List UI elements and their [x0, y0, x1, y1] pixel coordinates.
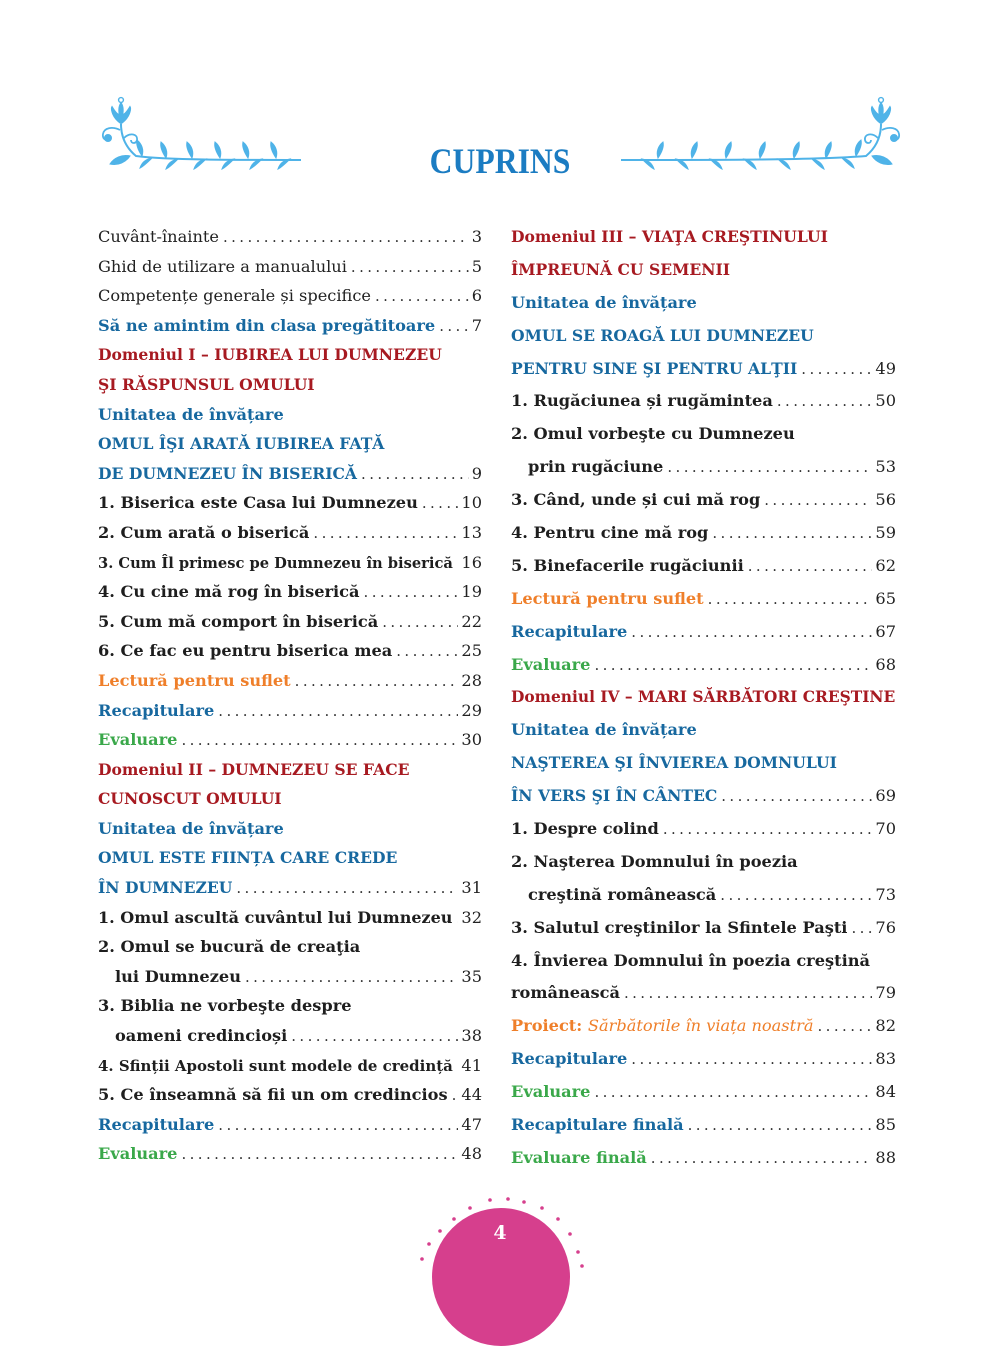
- toc-entry: [98, 814, 482, 844]
- dot-leader: [667, 451, 872, 484]
- toc-entry-page: 47: [461, 1114, 482, 1134]
- toc-right-column: [511, 221, 896, 1175]
- toc-entry-label: ÎMPREUNĂ CU SEMENII: [511, 259, 731, 279]
- toc-entry[interactable]: [98, 1051, 482, 1081]
- toc-entry-label: Lectură pentru suflet: [511, 588, 704, 608]
- toc-entry: [511, 320, 896, 353]
- dot-leader: [361, 460, 469, 490]
- toc-entry[interactable]: [98, 903, 482, 933]
- toc-entry-label: [511, 1010, 814, 1043]
- toc-entry-label: 2. Omul se bucură de creaţia: [98, 937, 361, 957]
- toc-entry-label: Domeniul I – IUBIREA LUI DUMNEZEU: [98, 345, 442, 365]
- toc-entry-page: 31: [461, 878, 482, 898]
- toc-entry-label: Domeniul II – DUMNEZEU SE FACE: [98, 759, 410, 779]
- dot-leader: [456, 904, 458, 934]
- toc-entry-label: Lectură pentru suflet: [98, 670, 291, 690]
- toc-entry[interactable]: [511, 649, 896, 682]
- toc-entry-page: 67: [875, 621, 896, 641]
- toc-entry-label: 5. Binefacerile rugăciunii: [511, 555, 744, 575]
- page-number: 4: [493, 1222, 507, 1244]
- toc-entry-page: 69: [875, 786, 896, 806]
- toc-entry-label: Unitatea de învățare: [511, 292, 697, 312]
- toc-entry-label: 4. Cu cine mă rog în biserică: [98, 582, 360, 602]
- toc-entry-label: PENTRU SINE ŞI PENTRU ALŢII: [511, 358, 798, 378]
- toc-entry[interactable]: [511, 583, 896, 616]
- toc-entry-page: 5: [471, 256, 482, 276]
- toc-entry-label: Evaluare finală: [511, 1147, 647, 1167]
- toc-entry-label: 3. Când, unde și cui mă rog: [511, 490, 761, 510]
- toc-left-column: [98, 222, 482, 1169]
- toc-entry-label: Unitatea de învățare: [98, 818, 284, 838]
- toc-entry-label: Unitatea de învățare: [98, 404, 284, 424]
- toc-entry-label: ÎN VERS ŞI ÎN CÂNTEC: [511, 786, 718, 806]
- toc-entry-label: Domeniul III – VIAŢA CREŞTINULUI: [511, 227, 828, 246]
- toc-entry[interactable]: [98, 725, 482, 755]
- dot-leader: [688, 1109, 873, 1142]
- toc-entry-label: ŞI RĂSPUNSUL OMULUI: [98, 374, 315, 394]
- toc-entry-label: OMUL SE ROAGĂ LUI DUMNEZEU: [511, 325, 814, 345]
- toc-entry-page: 65: [875, 588, 896, 608]
- toc-entry: [98, 843, 482, 873]
- toc-entry-label: OMUL ÎŞI ARATĂ IUBIREA FAŢĂ: [98, 434, 385, 454]
- toc-entry-label: 5. Ce înseamnă să fii un om credincios: [98, 1085, 448, 1105]
- toc-entry: [511, 254, 896, 287]
- toc-entry-page: 53: [875, 457, 896, 477]
- toc-entry-label: 2. Naşterea Domnului în poezia: [511, 851, 798, 871]
- toc-entry-page: 62: [875, 555, 896, 575]
- toc-entry[interactable]: [98, 548, 482, 578]
- toc-entry-page: 6: [471, 286, 482, 306]
- toc-entry-label: Evaluare: [98, 1144, 178, 1164]
- dot-leader: [396, 637, 458, 667]
- toc-entry-label: Recapitulare: [511, 1049, 628, 1069]
- toc-entry: [98, 340, 482, 370]
- dot-leader: [313, 519, 458, 549]
- toc-entry-label: Ghid de utilizare a manualului: [98, 256, 347, 276]
- toc-entry-page: 49: [875, 358, 896, 378]
- dot-leader: [457, 549, 459, 579]
- toc-entry-page: 48: [461, 1144, 482, 1164]
- toc-entry-page: 50: [875, 391, 896, 411]
- toc-entry-label: 5. Cum mă comport în biserică: [98, 611, 379, 631]
- dot-leader: [631, 616, 872, 649]
- toc-entry: [98, 784, 482, 814]
- toc-entry[interactable]: [98, 577, 482, 607]
- dot-leader: [594, 649, 872, 682]
- toc-entry-page: 29: [461, 700, 482, 720]
- toc-entry[interactable]: [511, 1142, 896, 1175]
- dot-leader: [218, 697, 458, 727]
- dot-leader: [382, 608, 458, 638]
- toc-entry-label: prin rugăciune: [528, 457, 664, 477]
- dot-leader: [712, 517, 872, 550]
- toc-entry-label: Recapitulare: [98, 1114, 215, 1134]
- toc-entry-label: 1. Biserica este Casa lui Dumnezeu: [98, 493, 418, 513]
- toc-entry-label: Evaluare: [98, 730, 178, 750]
- toc-entry: [98, 932, 482, 962]
- toc-entry-label: Unitatea de învățare: [511, 720, 697, 740]
- toc-entry[interactable]: [98, 488, 482, 518]
- dot-leader: [218, 1111, 458, 1141]
- dot-leader: [720, 879, 872, 912]
- toc-entry-page: 25: [461, 641, 482, 661]
- toc-entry[interactable]: [98, 636, 482, 666]
- toc-entry-label-italic: Sărbătorile în viața noastră: [587, 1016, 814, 1036]
- dot-leader: [364, 578, 459, 608]
- dot-leader: [181, 726, 458, 756]
- toc-entry-label: oameni credincioși: [115, 1026, 288, 1046]
- toc-entry[interactable]: [98, 1080, 482, 1110]
- toc-entry: [511, 945, 896, 978]
- toc-entry[interactable]: [511, 1076, 896, 1109]
- toc-entry-label: 4. Învierea Domnului în poezia creştină: [511, 950, 871, 970]
- dot-leader: [223, 223, 469, 253]
- toc-entry-label: OMUL ESTE FIINȚA CARE CREDE: [98, 848, 398, 868]
- toc-entry-label: 3. Biblia ne vorbeşte despre: [98, 996, 352, 1016]
- toc-entry-page: 28: [461, 670, 482, 690]
- toc-entry[interactable]: [98, 873, 482, 903]
- toc-entry[interactable]: [98, 518, 482, 548]
- dot-leader: [708, 583, 873, 616]
- toc-entry[interactable]: [98, 1110, 482, 1140]
- dot-leader: [801, 353, 872, 386]
- toc-entry: [511, 287, 896, 320]
- toc-entry-label: creştină românească: [528, 884, 717, 904]
- dot-leader: [351, 253, 469, 283]
- toc-entry-page: 68: [875, 654, 896, 674]
- dot-leader: [764, 484, 872, 517]
- toc-entry-label: ÎN DUMNEZEU: [98, 878, 233, 898]
- dot-leader: [631, 1043, 872, 1076]
- page-title: CUPRINS: [429, 141, 571, 181]
- toc-entry-label: Recapitulare: [511, 621, 628, 641]
- dot-leader: [295, 667, 459, 697]
- toc-entry: [98, 755, 482, 785]
- toc-entry-page: 44: [461, 1085, 482, 1105]
- toc-entry-page: 35: [461, 966, 482, 986]
- dot-leader: [422, 489, 459, 519]
- dot-leader: [663, 813, 873, 846]
- toc-entry[interactable]: [511, 616, 896, 649]
- toc-entry[interactable]: [511, 1109, 896, 1142]
- toc-entry-label: 1. Rugăciunea și rugămintea: [511, 391, 773, 411]
- dot-leader: [236, 874, 458, 904]
- dot-leader: [851, 912, 872, 945]
- toc-entry[interactable]: [98, 962, 482, 992]
- toc-entry-label: românească: [511, 983, 620, 1003]
- toc-entry-page: 88: [875, 1147, 896, 1167]
- toc-entry-page: 30: [461, 730, 482, 750]
- toc-entry-label: 2. Cum arată o biserică: [98, 522, 310, 542]
- toc-entry-label: CUNOSCUT OMULUI: [98, 789, 282, 809]
- toc-entry-page: 3: [471, 227, 482, 246]
- toc-entry-page: 32: [461, 907, 482, 927]
- toc-entry[interactable]: [511, 912, 896, 945]
- toc-entry: [511, 681, 896, 714]
- toc-entry-label: 1. Despre colind: [511, 819, 659, 839]
- toc-entry: [511, 418, 896, 451]
- toc-entry[interactable]: [511, 451, 896, 484]
- toc-entry[interactable]: [511, 517, 896, 550]
- toc-entry-label: Evaluare: [511, 1082, 591, 1102]
- toc-entry-page: 19: [461, 582, 482, 602]
- toc-entry-label: Recapitulare finală: [511, 1115, 684, 1135]
- dot-leader: [291, 1022, 458, 1052]
- toc-entry-label: Cuvânt-înainte: [98, 227, 219, 246]
- toc-entry[interactable]: [511, 484, 896, 517]
- toc-entry: [511, 221, 896, 254]
- toc-entry-page: 84: [875, 1082, 896, 1102]
- toc-entry: [98, 370, 482, 400]
- toc-entry-page: 9: [471, 463, 482, 483]
- toc-entry-label: 4. Sfinții Apostoli sunt modele de credință: [98, 1056, 453, 1075]
- dot-leader: [452, 1081, 459, 1111]
- dot-leader: [624, 977, 872, 1010]
- toc-entry-page: 13: [461, 522, 482, 542]
- toc-entry-label: Domeniul IV – MARI SĂRBĂTORI CREŞTINE: [511, 688, 896, 707]
- dot-leader: [777, 385, 873, 418]
- toc-entry[interactable]: [511, 1010, 896, 1043]
- toc-entry-page: 16: [461, 552, 482, 572]
- toc-entry[interactable]: [511, 780, 896, 813]
- toc-entry-label: Recapitulare: [98, 700, 215, 720]
- toc-entry-page: 82: [875, 1016, 896, 1036]
- toc-entry[interactable]: [98, 281, 482, 311]
- toc-entry-page: 22: [461, 611, 482, 631]
- toc-entry[interactable]: [511, 550, 896, 583]
- dot-leader: [457, 1052, 459, 1082]
- toc-entry-page: 56: [875, 490, 896, 510]
- toc-entry[interactable]: [511, 385, 896, 418]
- toc-entry: [98, 991, 482, 1021]
- dot-leader: [181, 1140, 458, 1170]
- toc-entry-page: 73: [875, 884, 896, 904]
- dot-leader: [721, 780, 872, 813]
- toc-entry-page: 10: [461, 493, 482, 513]
- toc-entry: [511, 846, 896, 879]
- toc-entry-label: 2. Omul vorbeşte cu Dumnezeu: [511, 424, 795, 444]
- toc-entry[interactable]: [98, 459, 482, 489]
- toc-entry[interactable]: [98, 222, 482, 252]
- toc-entry-page: 83: [875, 1049, 896, 1069]
- dot-leader: [594, 1076, 872, 1109]
- toc-entry[interactable]: [511, 1043, 896, 1076]
- toc-entry[interactable]: [98, 696, 482, 726]
- toc-entry-label: 4. Pentru cine mă rog: [511, 523, 709, 543]
- toc-entry-label: Să ne amintim din clasa pregătitoare: [98, 315, 436, 335]
- dot-leader: [245, 963, 458, 993]
- dot-leader: [439, 312, 468, 342]
- toc-entry: [511, 747, 896, 780]
- toc-entry-page: 7: [471, 315, 482, 335]
- toc-entry-label: lui Dumnezeu: [115, 966, 241, 986]
- dot-leader: [818, 1010, 873, 1043]
- toc-entry-label: 6. Ce fac eu pentru biserica mea: [98, 641, 393, 661]
- toc-entry-label: 3. Salutul creştinilor la Sfintele Paşti: [511, 917, 848, 937]
- toc-entry-page: 59: [875, 523, 896, 543]
- toc-entry[interactable]: [98, 252, 482, 282]
- toc-entry-label: 1. Omul ascultă cuvântul lui Dumnezeu: [98, 907, 453, 927]
- toc-entry[interactable]: [511, 353, 896, 386]
- toc-entry[interactable]: [511, 977, 896, 1010]
- toc-entry-label-prefix: Proiect:: [511, 1016, 583, 1036]
- toc-entry[interactable]: [98, 607, 482, 637]
- toc-entry[interactable]: [98, 311, 482, 341]
- toc-entry[interactable]: [98, 1139, 482, 1169]
- toc-entry-page: 70: [875, 819, 896, 839]
- dot-leader: [748, 550, 873, 583]
- dot-leader: [375, 282, 469, 312]
- toc-entry-page: 76: [875, 917, 896, 937]
- toc-entry-page: 41: [461, 1055, 482, 1075]
- toc-entry: [511, 714, 896, 747]
- toc-entry-label: DE DUMNEZEU ÎN BISERICĂ: [98, 463, 358, 483]
- toc-entry[interactable]: [98, 666, 482, 696]
- toc-entry-page: 79: [875, 983, 896, 1003]
- dot-leader: [651, 1142, 873, 1175]
- toc-entry[interactable]: [511, 813, 896, 846]
- toc-entry[interactable]: [98, 1021, 482, 1051]
- toc-entry: [98, 429, 482, 459]
- toc-entry-page: 85: [875, 1115, 896, 1135]
- toc-entry: [98, 400, 482, 430]
- toc-entry-label: 3. Cum Îl primesc pe Dumnezeu în biserică: [98, 554, 453, 572]
- toc-entry-label: NAŞTEREA ŞI ÎNVIEREA DOMNULUI: [511, 753, 837, 773]
- toc-entry-label: Evaluare: [511, 654, 591, 674]
- toc-entry[interactable]: [511, 879, 896, 912]
- toc-entry-page: 38: [461, 1026, 482, 1046]
- toc-entry-label: Competențe generale și specifice: [98, 286, 371, 306]
